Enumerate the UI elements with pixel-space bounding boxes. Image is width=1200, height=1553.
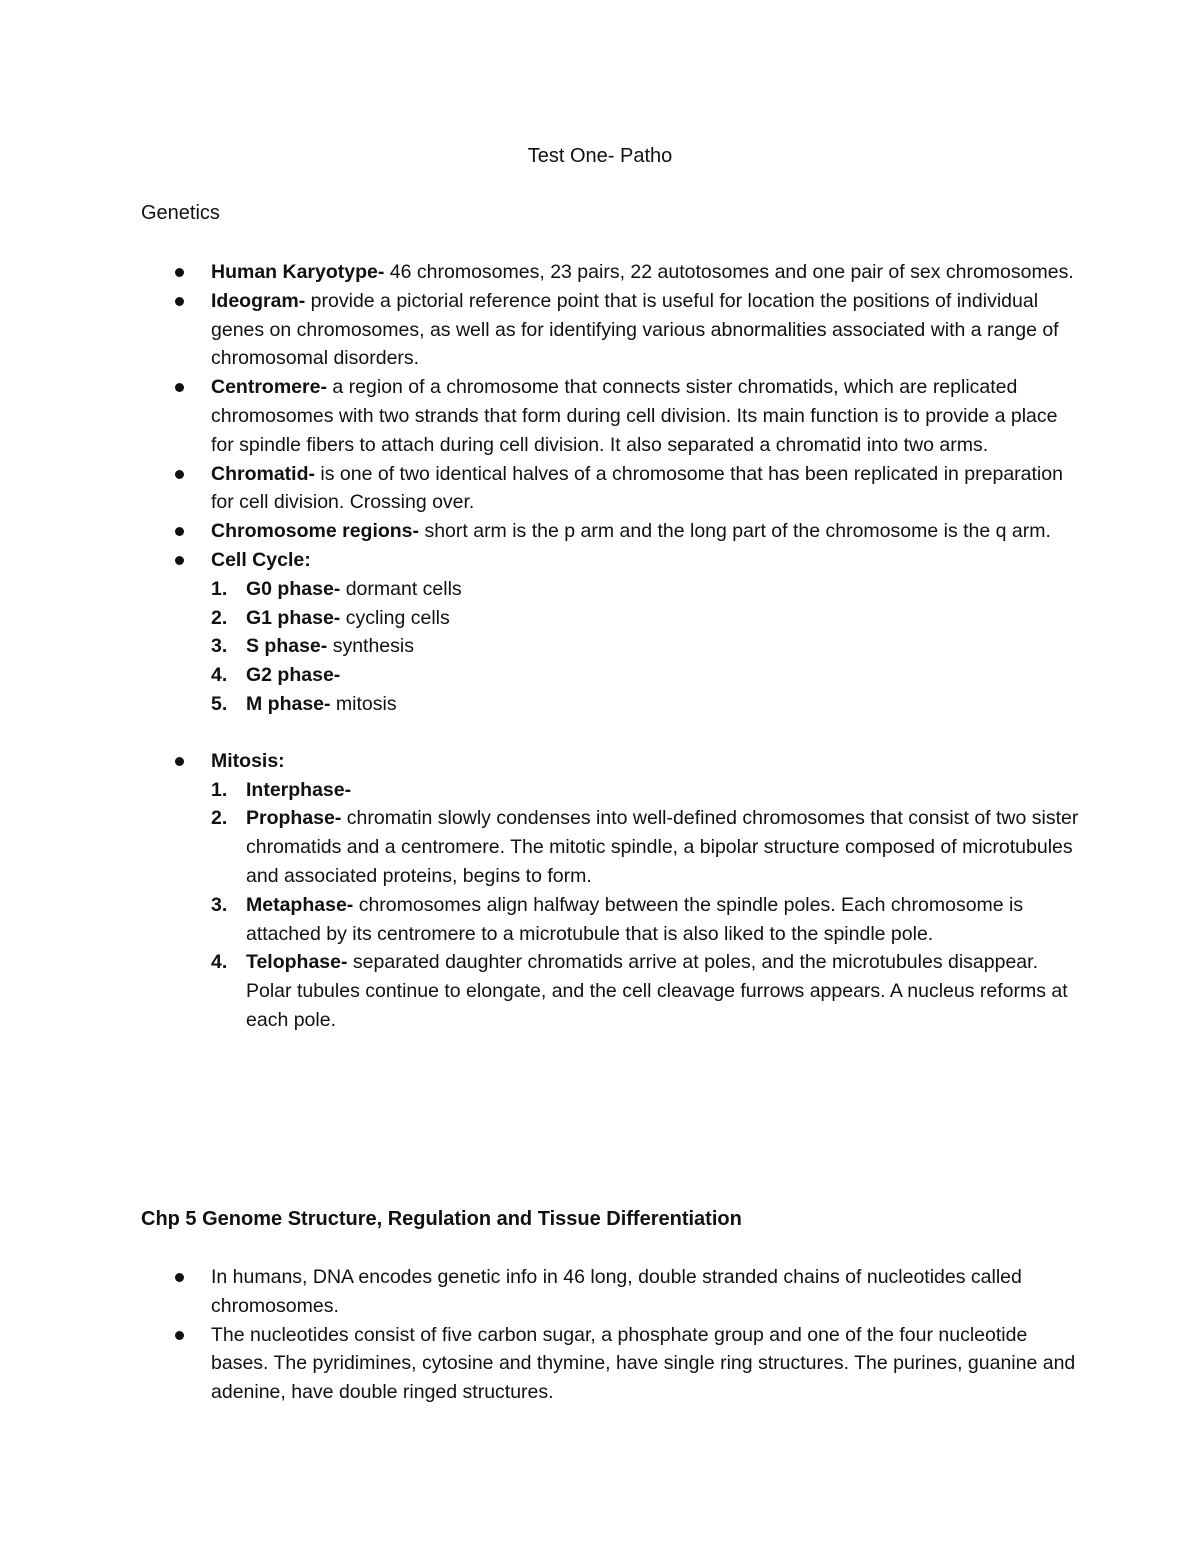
step-description: separated daughter chromatids arrive at poles, and the microtubules disappear. Polar tubules continue to elongate, and the cell cleavage furrows appears. A nucleus reforms at each pole.: [246, 951, 1068, 1031]
step-term: S phase-: [246, 635, 328, 658]
genetics-heading: Genetics: [141, 202, 220, 224]
cell-cycle-step: [211, 604, 1080, 633]
list-item: [0, 373, 1200, 459]
step-term: G2 phase-: [246, 664, 341, 687]
step-term: Prophase-: [246, 807, 342, 830]
cell-cycle-step: [211, 575, 1080, 604]
spacer: [211, 719, 1080, 747]
step-description: cycling cells: [340, 606, 450, 629]
cell-cycle-item: [0, 546, 1200, 747]
step-term: M phase-: [246, 692, 331, 715]
bullet-icon: [175, 1331, 184, 1340]
document-title: Test One- Patho: [527, 145, 673, 167]
chapter5-heading: Chp 5 Genome Structure, Regulation and Tissue Differentiation: [141, 1208, 742, 1230]
term-description: provide a pictorial reference point that is useful for location the positions of individual genes on chromosomes, as well as for identifying various abnormalities associated with a range of chromosomal disorders.: [211, 289, 1059, 370]
term-description: short arm is the p arm and the long part of the chromosome is the q arm.: [419, 520, 1051, 543]
step-number: 2.: [211, 807, 228, 830]
step-description: chromosomes align halfway between the spindle poles. Each chromosome is attached by its centromere to a microtubule that is also liked to the spindle pole.: [246, 893, 1024, 945]
cell-cycle-steps: [211, 575, 1080, 719]
bullet-icon: [175, 527, 184, 536]
list-item: [0, 517, 1200, 546]
step-description: mitosis: [330, 692, 397, 715]
item-text: In humans, DNA encodes genetic info in 46 long, double stranded chains of nucleotides called chromosomes.: [211, 1266, 1022, 1317]
step-number: 4.: [211, 664, 228, 687]
term-label: Human Karyotype-: [211, 261, 385, 283]
bullet-icon: [175, 757, 184, 766]
step-term: Telophase-: [246, 951, 348, 974]
step-number: 1.: [211, 778, 228, 801]
chapter5-list: [0, 1263, 1200, 1407]
step-number: 1.: [211, 577, 228, 600]
term-label: Chromosome regions-: [211, 520, 420, 543]
term-description: a region of a chromosome that connects sister chromatids, which are replicated chromosomes with two strands that form during cell division. Its main function is to provide a place for spindle fibers to attach during cell division. It also separated a chromatid into two arms.: [211, 376, 1058, 456]
item-text: The nucleotides consist of five carbon sugar, a phosphate group and one of the four nucleotide bases. The pyridimines, cytosine and thymine, have single ring structures. The purines, guanine and adenine, have double ringed structures.: [211, 1323, 1076, 1404]
step-term: G1 phase-: [246, 606, 341, 629]
term-description: 46 chromosomes, 23 pairs, 22 autotosomes and one pair of sex chromosomes.: [384, 261, 1074, 283]
mitosis-steps: [211, 776, 1080, 1035]
term-label: Ideogram-: [211, 289, 306, 312]
mitosis-step: [211, 948, 1080, 1034]
cell-cycle-step: [211, 661, 1080, 690]
step-term: G0 phase-: [246, 577, 341, 600]
step-description: dormant cells: [340, 577, 462, 600]
genetics-list: [0, 258, 1200, 1035]
step-number: 2.: [211, 606, 228, 629]
mitosis-step: [211, 776, 1080, 805]
bullet-icon: [175, 470, 184, 479]
step-number: 3.: [211, 635, 228, 658]
step-number: 4.: [211, 951, 228, 974]
list-item: [0, 1321, 1200, 1407]
mitosis-label: Mitosis:: [211, 749, 285, 772]
bullet-icon: [175, 556, 184, 565]
list-item: [0, 460, 1200, 518]
step-number: 3.: [211, 893, 228, 916]
bullet-icon: [175, 1273, 184, 1282]
list-item: [0, 1263, 1200, 1321]
bullet-icon: [175, 383, 184, 392]
step-term: Interphase-: [246, 778, 352, 801]
term-description: is one of two identical halves of a chromosome that has been replicated in preparation for cell division. Crossing over.: [211, 462, 1063, 514]
bullet-icon: [175, 268, 184, 277]
cell-cycle-step: [211, 632, 1080, 661]
step-description: synthesis: [327, 635, 414, 658]
term-label: Chromatid-: [211, 462, 315, 485]
mitosis-item: [0, 747, 1200, 1035]
step-number: 5.: [211, 692, 228, 715]
list-item: [0, 258, 1200, 287]
cell-cycle-label: Cell Cycle:: [211, 548, 311, 571]
list-item: [0, 287, 1200, 373]
mitosis-step: [211, 804, 1080, 890]
term-label: Centromere-: [211, 376, 327, 399]
bullet-icon: [175, 297, 184, 306]
step-description: chromatin slowly condenses into well-defined chromosomes that consist of two sister chromatids and a centromere. The mitotic spindle, a bipolar structure composed of microtubules and associated proteins, begins to form.: [246, 807, 1079, 887]
step-term: Metaphase-: [246, 893, 354, 916]
cell-cycle-step: [211, 690, 1080, 719]
mitosis-step: [211, 891, 1080, 949]
